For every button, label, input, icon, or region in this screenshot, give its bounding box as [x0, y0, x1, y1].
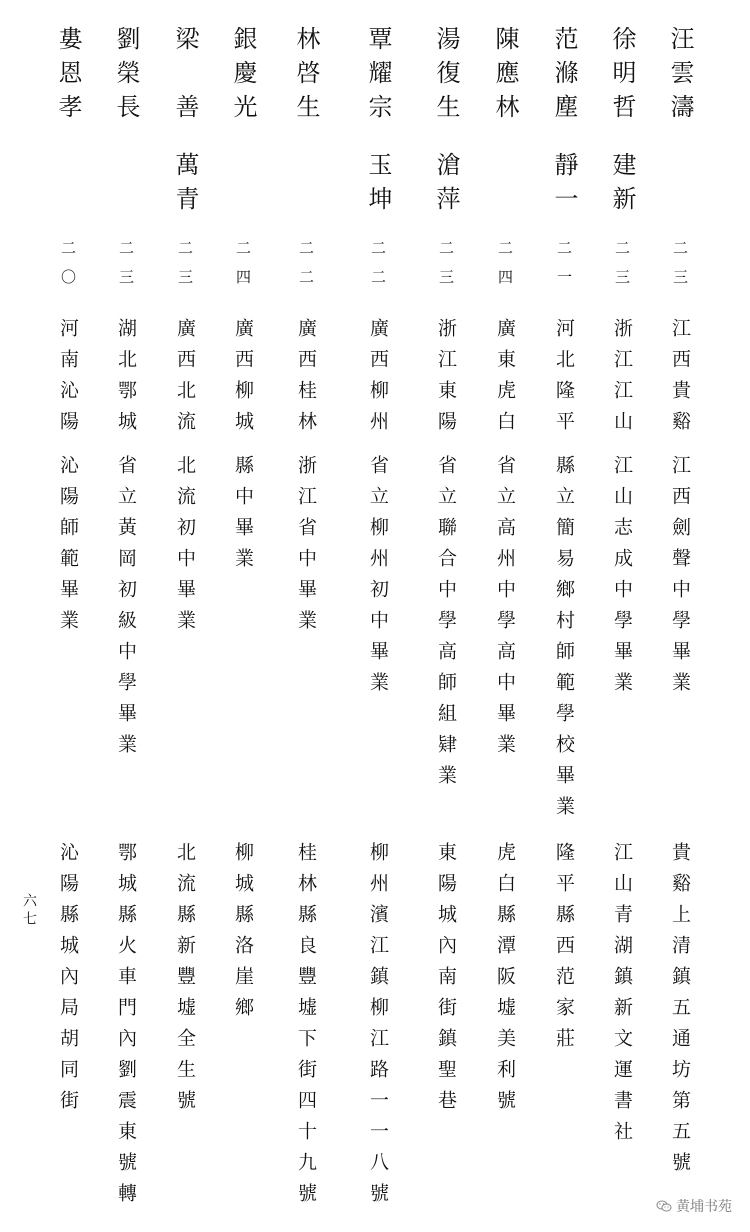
- age: 二一: [555, 240, 573, 298]
- age: 二四: [496, 240, 514, 298]
- native-place: 廣西柳城: [232, 318, 254, 442]
- courtesy-name: [658, 152, 702, 232]
- education: 縣中畢業: [232, 455, 254, 579]
- address: 北流縣新豐墟全生號: [174, 842, 196, 1121]
- name: 銀慶光: [229, 26, 257, 128]
- courtesy-name: 滄萍: [432, 152, 460, 220]
- education: 縣立簡易鄉村師範學校畢業: [553, 455, 575, 827]
- native-place: 河北隆平: [553, 318, 575, 442]
- roster-entry: [356, 0, 400, 1232]
- courtesy-name: 建新: [608, 152, 636, 220]
- address: 柳城縣洛崖鄉: [232, 842, 254, 1028]
- page-number: 六七: [21, 893, 37, 929]
- courtesy-name: [46, 152, 90, 232]
- roster-entry: [104, 0, 148, 1232]
- address: 貴谿上清鎮五通坊第五號: [669, 842, 691, 1183]
- roster-entry: [424, 0, 468, 1232]
- courtesy-name: [483, 152, 527, 232]
- education: 省立黃岡初級中學畢業: [115, 455, 137, 765]
- courtesy-name: [104, 152, 148, 232]
- address: 鄂城縣火車門內劉震東號轉: [115, 842, 137, 1214]
- courtesy-name: 靜一: [550, 152, 578, 220]
- native-place: 浙江江山: [611, 318, 633, 442]
- roster-entry: [600, 0, 644, 1232]
- name: 婁恩孝: [54, 26, 82, 128]
- age: 二四: [234, 240, 252, 298]
- name: 范滌塵: [550, 26, 578, 128]
- age: 二三: [613, 240, 631, 298]
- education: 省立聯合中學高師組肄業: [435, 455, 457, 796]
- courtesy-name: [284, 152, 328, 232]
- roster-entry: [46, 0, 90, 1232]
- education: 江山志成中學畢業: [611, 455, 633, 703]
- age: 二三: [117, 240, 135, 298]
- education: 省立高州中學高中畢業: [494, 455, 516, 765]
- age: 二二: [369, 240, 387, 298]
- name: 汪雲濤: [666, 26, 694, 128]
- native-place: 江西貴谿: [669, 318, 691, 442]
- address: 沁陽縣城內局胡同街: [57, 842, 79, 1121]
- education: 浙江省中畢業: [295, 455, 317, 641]
- name: 徐明哲: [608, 26, 636, 128]
- roster-entry: [658, 0, 702, 1232]
- wechat-icon: [656, 1200, 672, 1212]
- address: 東陽城內南街鎮聖巷: [435, 842, 457, 1121]
- address: 虎白縣潭阪墟美利號: [494, 842, 516, 1121]
- age: 二三: [671, 240, 689, 298]
- address: 桂林縣良豐墟下街四十九號: [295, 842, 317, 1214]
- address: 江山青湖鎮新文運書社: [611, 842, 633, 1152]
- roster-entry: [221, 0, 265, 1232]
- roster-entry: [163, 0, 207, 1232]
- name: 梁 善: [171, 26, 199, 128]
- age: 二三: [437, 240, 455, 298]
- name: 覃耀宗: [364, 26, 392, 128]
- watermark: [656, 1196, 732, 1216]
- name: 湯復生: [432, 26, 460, 128]
- native-place: 廣西桂林: [295, 318, 317, 442]
- address: 柳州濱江鎮柳江路一一八號: [367, 842, 389, 1214]
- native-place: 廣西柳州: [367, 318, 389, 442]
- native-place: 廣西北流: [174, 318, 196, 442]
- name: 林啓生: [292, 26, 320, 128]
- education: 沁陽師範畢業: [57, 455, 79, 641]
- watermark-text: 黄埔书苑: [676, 1199, 732, 1215]
- education: 省立柳州初中畢業: [367, 455, 389, 703]
- education: 江西劍聲中學畢業: [669, 455, 691, 703]
- age: 二三: [176, 240, 194, 298]
- age: 二二: [297, 240, 315, 298]
- native-place: 湖北鄂城: [115, 318, 137, 442]
- native-place: 浙江東陽: [435, 318, 457, 442]
- native-place: 廣東虎白: [494, 318, 516, 442]
- native-place: 河南沁陽: [57, 318, 79, 442]
- roster-entry: [542, 0, 586, 1232]
- name: 劉榮長: [112, 26, 140, 128]
- address: 隆平縣西范家莊: [553, 842, 575, 1059]
- roster-entry: [483, 0, 527, 1232]
- name: 陳應林: [491, 26, 519, 128]
- age: 二〇: [59, 240, 77, 298]
- courtesy-name: [221, 152, 265, 232]
- courtesy-name: 萬青: [171, 152, 199, 220]
- education: 北流初中畢業: [174, 455, 196, 641]
- courtesy-name: 玉坤: [364, 152, 392, 220]
- roster-entry: [284, 0, 328, 1232]
